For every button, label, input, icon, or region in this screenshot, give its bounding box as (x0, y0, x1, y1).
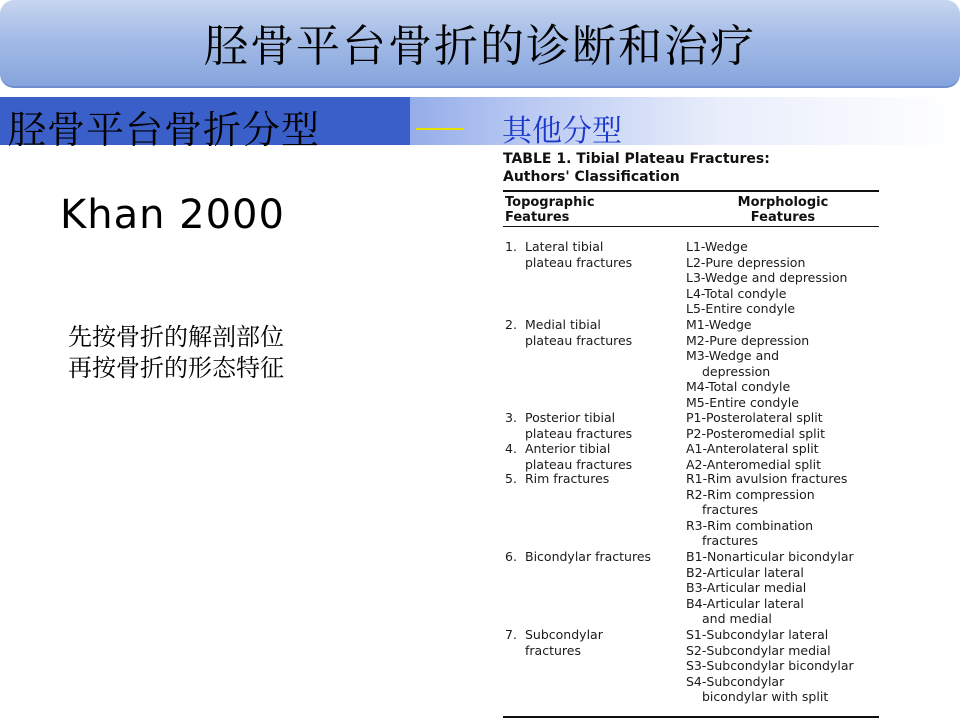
topographic-text: Bicondylar fractures (525, 549, 652, 564)
topographic-line (505, 471, 683, 487)
morphologic-line: M4-Total condyle (686, 379, 791, 395)
table-title-line1: TABLE 1. Tibial Plateau Fractures: (503, 151, 770, 167)
topographic-line: plateau fractures (525, 332, 633, 348)
topographic-line: plateau fractures (525, 254, 633, 270)
row-number: 3. (505, 410, 517, 425)
topographic-cell (505, 441, 683, 472)
column-header-topographic (505, 195, 595, 225)
column-header-morphologic (708, 195, 858, 225)
morphologic-line: M2-Pure depression (686, 332, 810, 348)
table-title-line2: Authors' Classification (503, 169, 680, 185)
morphologic-line: and medial (702, 611, 772, 627)
topographic-line: plateau fractures (525, 456, 633, 472)
table-rule-header (503, 226, 879, 227)
topographic-cell (505, 317, 683, 348)
row-number: 6. (505, 549, 517, 564)
morphologic-line: fractures (702, 533, 758, 549)
topographic-line: plateau fractures (525, 425, 633, 441)
topographic-cell (505, 471, 683, 487)
topographic-text: Rim fractures (525, 471, 610, 486)
author-heading: Khan 2000 (60, 192, 285, 238)
morphologic-line: R1-Rim avulsion fractures (686, 471, 848, 486)
morphologic-line: P2-Posteromedial split (686, 425, 826, 441)
classification-table (503, 150, 881, 720)
topographic-cell (505, 627, 683, 658)
row-number: 4. (505, 441, 517, 456)
description-line: 再按骨折的形态特征 (68, 354, 284, 382)
morphologic-line: L3-Wedge and depression (686, 270, 848, 286)
morphologic-line: M1-Wedge (686, 317, 752, 332)
topographic-text: Lateral tibial (525, 239, 604, 254)
morphologic-line: S4-Subcondylar (686, 673, 785, 689)
morphologic-line: L5-Entire condyle (686, 301, 796, 317)
morphologic-line: R2-Rim compression (686, 486, 815, 502)
morphologic-line: B4-Articular lateral (686, 595, 804, 611)
topographic-line (505, 627, 683, 643)
morphologic-line: A1-Anterolateral split (686, 441, 819, 456)
topographic-text: Subcondylar (525, 627, 603, 642)
morphologic-cell (686, 627, 881, 705)
morphologic-line: L2-Pure depression (686, 254, 806, 270)
column-header-line: Features (505, 210, 570, 225)
topographic-line (505, 410, 683, 426)
morphologic-line: S3-Subcondylar bicondylar (686, 658, 854, 674)
morphologic-line: L1-Wedge (686, 239, 748, 254)
topographic-cell (505, 549, 683, 565)
morphologic-line: R3-Rim combination (686, 517, 814, 533)
morphologic-line: L4-Total condyle (686, 285, 787, 301)
row-number: 1. (505, 239, 517, 254)
morphologic-line: bicondylar with split (702, 689, 829, 705)
morphologic-line: depression (702, 363, 771, 379)
topographic-text: Medial tibial (525, 317, 601, 332)
topographic-text: Anterior tibial (525, 441, 611, 456)
morphologic-cell (686, 549, 881, 627)
morphologic-cell (686, 441, 881, 472)
section-dash (416, 128, 464, 130)
morphologic-cell (686, 317, 881, 411)
table-rule-bottom (503, 716, 879, 718)
morphologic-line: B2-Articular lateral (686, 564, 804, 580)
morphologic-line: B1-Nonarticular bicondylar (686, 549, 854, 564)
column-header-line: Features (750, 210, 816, 225)
column-header-line: Morphologic (737, 195, 829, 210)
morphologic-line: A2-Anteromedial split (686, 456, 821, 472)
table-column-headers (503, 192, 881, 226)
section-subtitle: 其他分型 (502, 114, 622, 149)
morphologic-cell (686, 410, 881, 441)
topographic-text: Posterior tibial (525, 410, 616, 425)
description-line: 先按骨折的解剖部位 (68, 323, 284, 351)
topographic-line (505, 317, 683, 333)
topographic-line: fractures (525, 642, 581, 658)
topographic-cell (505, 239, 683, 270)
morphologic-cell (686, 239, 881, 317)
slide-title: 胫骨平台骨折的诊断和治疗 (204, 21, 756, 72)
morphologic-line: fractures (702, 502, 758, 518)
morphologic-line: M3-Wedge and (686, 348, 780, 364)
morphologic-line: M5-Entire condyle (686, 394, 799, 410)
morphologic-line: S2-Subcondylar medial (686, 642, 831, 658)
topographic-line (505, 239, 683, 255)
column-header-line: Topographic (505, 195, 595, 210)
morphologic-cell (686, 471, 881, 549)
row-number: 5. (505, 471, 517, 486)
row-number: 7. (505, 627, 517, 642)
topographic-line (505, 441, 683, 457)
morphologic-line: P1-Posterolateral split (686, 410, 823, 425)
topographic-line (505, 549, 683, 565)
morphologic-line: B3-Articular medial (686, 580, 807, 596)
topographic-cell (505, 410, 683, 441)
morphologic-line: S1-Subcondylar lateral (686, 627, 829, 642)
description (68, 322, 284, 384)
row-number: 2. (505, 317, 517, 332)
section-label: 胫骨平台骨折分型 (8, 108, 321, 152)
